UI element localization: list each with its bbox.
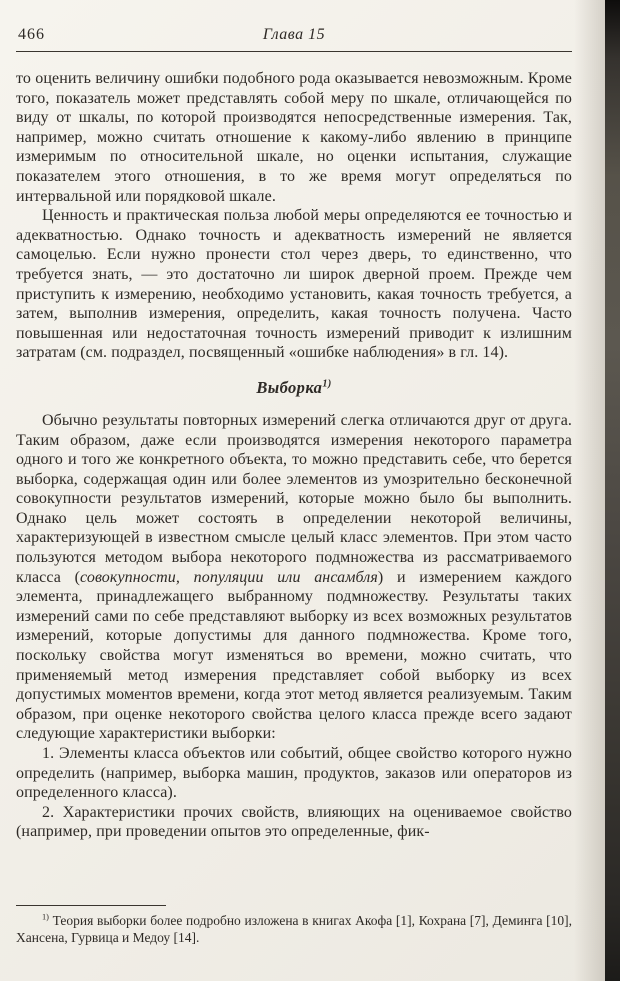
running-head — [16, 26, 572, 48]
scan-edge-band — [605, 0, 620, 981]
footnote-block — [16, 895, 572, 947]
chapter-title: Глава 15 — [262, 26, 326, 43]
footnote-text: Теория выборки более подробно изложена в книгах Акофа [1], Кохрана [7], Деминга [10], Хансена, Гурвица и Медоу [14]. — [16, 913, 572, 946]
footnote-rule — [16, 905, 166, 906]
paragraph-sampling — [16, 411, 572, 744]
section-heading-text: Выборка — [256, 377, 323, 397]
header-rule — [16, 51, 572, 52]
page-number: 466 — [18, 26, 45, 43]
paragraph-measure-value: Ценность и практическая польза любой меры определяются ее точностью и адекватностью. Однако точность и адекватность измерений не является самоцелью. Если нужно пронести стол через дверь, то единственно, что требуется знать, — это достаточно ли широк дверной проем. Прежде чем приступить к измерению, необходимо установить, какая точность требуется, а затем, выполнив измерения, определить, какая точность получена. Часто повышенная или недостаточная точность измерений приводит к излишним затратам (см. подраздел, посвященный «ошибке наблюдения» в гл. 14). — [16, 207, 572, 362]
section-heading — [16, 378, 572, 398]
section-footnote-marker: 1) — [322, 378, 332, 390]
text-run-italic: совокупности, популяции или ансамбля — [80, 568, 378, 586]
list-item-1: 1. Элементы класса объектов или событий, общее свойство которого нужно определить (например, выборка машин, продуктов, заказов или операторов из определенного класса). — [16, 745, 572, 802]
list-item-2: 2. Характеристики прочих свойств, влияющих на оцениваемое свойство (например, при проведении опытов это определенные, фик- — [16, 803, 572, 841]
footnote-marker: 1) — [42, 912, 49, 922]
paragraph-continuation: то оценить величину ошибки подобного рода оказывается невозможным. Кроме того, показатель может представлять собой меру по шкале, отличающейся по виду от шкалы, по которой производятся непосредственные измерения. Так, например, можно считать отношение к какому-либо явлению в принципе измеримым по относительной шкале, но оценки испытания, служащие показателем этого отношения, в то же время могут определяться по интервальной или порядковой шкале. — [16, 70, 572, 205]
text-run: Обычно результаты повторных измерений слегка отличаются друг от друга. Таким образом, даже если производятся измерения некоторого параметра одного и того же конкретного объекта, то можно представить себе, что берется выборка, содержащая один или более элементов из умозрительно бесконечной совокупности результатов измерений, которые можно было бы выполнить. Однако цель может состоять в определении некоторой величины, характеризующей в известном смысле целый класс элементов. При этом часто пользуются методом выбора некоторого подмножества из рассматриваемого класса ( — [16, 411, 572, 586]
footnote — [16, 913, 572, 947]
text-run: ) и измерением каждого элемента, принадлежащего выбранному подмножеству. Результаты таких измерений сами по себе представляют выборку из всех возможных результатов измерений, которые допустимы для данного подмножества. Кроме того, поскольку свойства могут изменяться во времени, можно считать, что применяемый метод измерения представляет собой выборку из всех допустимых моментов времени, когда этот метод является реализуемым. Таким образом, при оценке некоторого свойства целого класса прежде всего задают следующие характеристики выборки: — [16, 568, 572, 743]
